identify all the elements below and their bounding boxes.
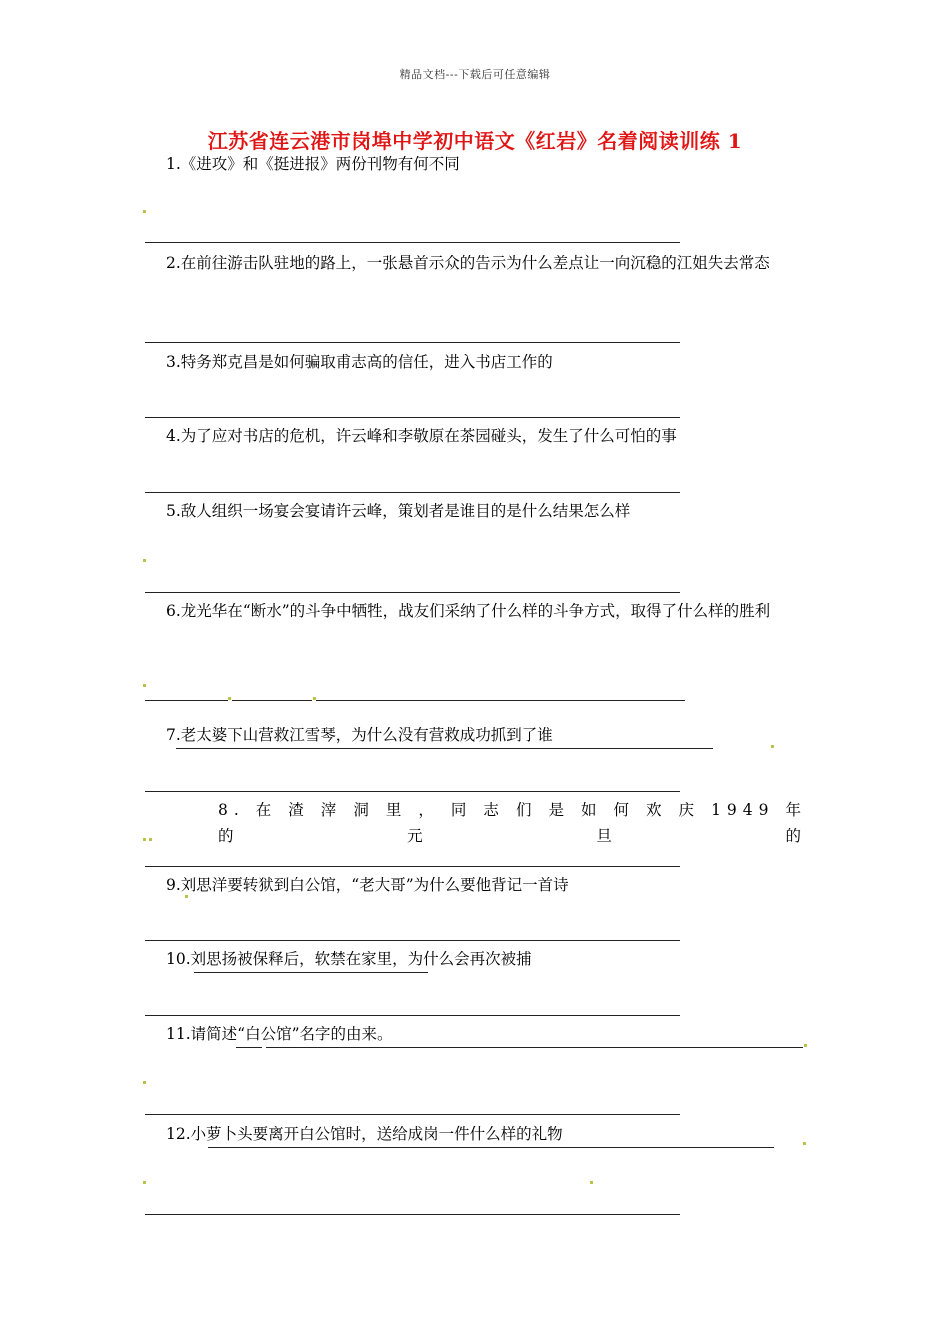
speck <box>143 838 146 841</box>
answer-line-12 <box>145 1214 680 1215</box>
answer-underline-11a <box>236 1047 262 1048</box>
speck <box>143 1081 146 1084</box>
answer-line-1 <box>145 242 680 243</box>
speck <box>803 1142 806 1145</box>
document-title: 江苏省连云港市岗埠中学初中语文《红岩》名着阅读训练 1 <box>207 129 743 153</box>
answer-line-11 <box>145 1114 680 1115</box>
answer-underline-12 <box>208 1147 774 1148</box>
answer-line-10 <box>145 1015 680 1016</box>
question-12: 12.小萝卜头要离开白公馆时，送给成岗一件什么样的礼物 <box>166 1125 563 1143</box>
speck <box>804 1044 807 1047</box>
question-6: 6.龙光华在“断水”的斗争中牺牲，战友们采纳了什么样的斗争方式，取得了什么样的胜利 <box>166 602 771 620</box>
question-11: 11.请简述“白公馆”名字的由来。 <box>166 1025 393 1043</box>
answer-line-6a <box>145 700 228 701</box>
speck <box>143 1181 146 1184</box>
question-3: 3.特务郑克昌是如何骗取甫志高的信任，进入书店工作的 <box>166 353 553 371</box>
question-7: 7.老太婆下山营救江雪琴，为什么没有营救成功抓到了谁 <box>166 726 553 744</box>
speck <box>313 697 316 700</box>
question-5: 5.敌人组织一场宴会宴请许云峰，策划者是谁目的是什么结果怎么样 <box>166 502 631 520</box>
question-4: 4.为了应对书店的危机，许云峰和李敬原在茶园碰头，发生了什么可怕的事 <box>166 427 677 445</box>
speck <box>143 210 146 213</box>
speck <box>590 1181 593 1184</box>
question-9: 9.刘思洋要转狱到白公馆，“老大哥”为什么要他背记一首诗 <box>166 876 569 894</box>
answer-line-2 <box>145 342 680 343</box>
question-1: 1.《进攻》和《挺进报》两份刊物有何不同 <box>166 155 460 173</box>
answer-line-4 <box>145 492 680 493</box>
answer-line-7 <box>145 791 680 792</box>
speck <box>143 559 146 562</box>
answer-underline-7 <box>176 748 713 749</box>
question-10: 10.刘思扬被保释后，软禁在家里，为什么会再次被捕 <box>166 950 532 968</box>
answer-line-6c <box>316 700 685 701</box>
speck <box>228 697 231 700</box>
answer-underline-11b <box>266 1047 803 1048</box>
speck <box>143 684 146 687</box>
question-8: 8. 在 渣 滓 洞 里 ， 同 志 们 是 如 何 欢 庆 1949 年 的 元 旦 的 <box>218 801 807 845</box>
page-header: 精品文档---下载后可任意编辑 <box>399 68 551 81</box>
answer-line-5 <box>145 592 680 593</box>
question-2: 2.在前往游击队驻地的路上，一张悬首示众的告示为什么差点让一向沉稳的江姐失去常态 <box>166 254 770 272</box>
answer-line-6b <box>232 700 312 701</box>
answer-line-9 <box>145 940 680 941</box>
answer-line-3 <box>145 417 680 418</box>
speck <box>185 895 188 898</box>
answer-line-8 <box>145 866 680 867</box>
speck <box>771 745 774 748</box>
speck <box>149 838 152 841</box>
answer-underline-10 <box>194 972 428 973</box>
